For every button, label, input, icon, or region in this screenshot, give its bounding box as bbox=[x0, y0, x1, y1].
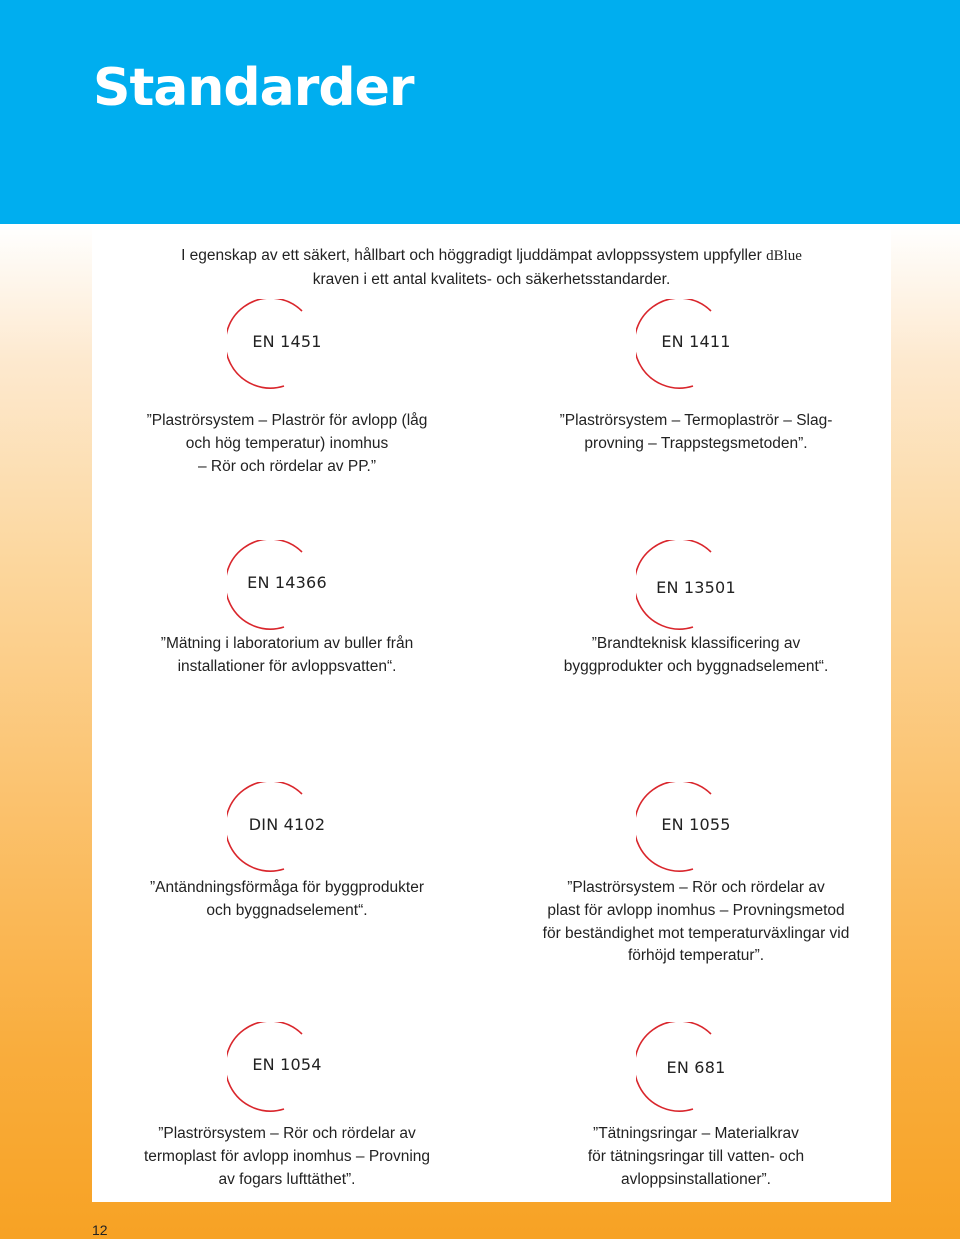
page-number: 12 bbox=[92, 1222, 108, 1238]
description-line: – Rör och rördelar av PP.” bbox=[197, 457, 377, 475]
intro-paragraph bbox=[92, 244, 891, 291]
standard-description bbox=[516, 877, 876, 968]
badge bbox=[636, 540, 756, 630]
standard-en-681 bbox=[516, 1022, 876, 1191]
standard-description bbox=[107, 1123, 467, 1191]
standard-en-1411 bbox=[516, 299, 876, 456]
badge bbox=[636, 782, 756, 872]
description-line: och byggnadselement“. bbox=[206, 901, 368, 919]
description-line: provning – Trappstegsmetoden”. bbox=[584, 434, 808, 452]
description-line: byggprodukter och byggnadselement“. bbox=[563, 657, 829, 675]
intro-line-2: kraven i ett antal kvalitets- och säkerhetsstandarder. bbox=[312, 271, 671, 288]
header-band bbox=[0, 0, 960, 224]
badge bbox=[636, 1022, 756, 1112]
description-line: ”Antändningsförmåga för byggprodukter bbox=[150, 879, 424, 896]
standard-en-13501 bbox=[516, 540, 876, 679]
standard-code: EN 14366 bbox=[247, 573, 327, 592]
standard-description bbox=[107, 633, 467, 679]
description-line: ”Tätningsringar – Materialkrav bbox=[593, 1125, 799, 1142]
standard-code: DIN 4102 bbox=[248, 815, 326, 834]
description-line: plast för avlopp inomhus – Provningsmetod bbox=[547, 901, 845, 919]
description-line: ”Mätning i laboratorium av buller från bbox=[160, 635, 414, 652]
intro-line-1: I egenskap av ett säkert, hållbart och höggradigt ljuddämpat avloppssystem uppfyller bbox=[181, 247, 767, 264]
badge bbox=[227, 299, 347, 389]
standard-en-1055 bbox=[516, 782, 876, 968]
standard-din-4102 bbox=[107, 782, 467, 923]
standard-description bbox=[107, 410, 467, 478]
description-line: av fogars lufttäthet”. bbox=[218, 1170, 356, 1188]
standard-code: EN 681 bbox=[666, 1058, 726, 1077]
description-line: ”Plaströrsystem – Rör och rördelar av bbox=[567, 879, 825, 896]
standard-description bbox=[107, 877, 467, 923]
description-line: ”Brandteknisk klassificering av bbox=[591, 635, 801, 652]
standard-code: EN 1451 bbox=[252, 332, 322, 351]
badge bbox=[227, 782, 347, 872]
standard-description bbox=[516, 1123, 876, 1191]
description-line: förhöjd temperatur”. bbox=[627, 947, 765, 965]
standard-en-1451 bbox=[107, 299, 467, 478]
standard-en-1054 bbox=[107, 1022, 467, 1191]
description-line: termoplast för avlopp inomhus – Provning bbox=[143, 1147, 431, 1165]
standard-code: EN 1054 bbox=[252, 1055, 322, 1074]
description-line: ”Plaströrsystem – Rör och rördelar av bbox=[158, 1125, 416, 1142]
standard-code: EN 13501 bbox=[656, 578, 736, 597]
page-title: Standarder bbox=[93, 58, 414, 118]
standard-description bbox=[516, 410, 876, 456]
standard-code: EN 1411 bbox=[661, 332, 731, 351]
standard-code: EN 1055 bbox=[661, 815, 731, 834]
description-line: för beständighet mot temperaturväxlingar vid bbox=[542, 924, 850, 942]
badge bbox=[227, 1022, 347, 1112]
description-line: avloppsinstallationer”. bbox=[621, 1170, 771, 1188]
badge bbox=[636, 299, 756, 389]
description-line: och hög temperatur) inomhus bbox=[185, 434, 389, 452]
description-line: ”Plaströrsystem – Termoplaströr – Slag- bbox=[559, 412, 833, 429]
standard-en-14366 bbox=[107, 540, 467, 679]
standard-description bbox=[516, 633, 876, 679]
description-line: ”Plaströrsystem – Plaströr för avlopp (låg bbox=[146, 412, 428, 429]
brand-name: dBlue bbox=[766, 248, 802, 264]
description-line: för tätningsringar till vatten- och bbox=[587, 1147, 805, 1165]
badge bbox=[227, 540, 347, 630]
description-line: installationer för avloppsvatten“. bbox=[177, 657, 397, 675]
